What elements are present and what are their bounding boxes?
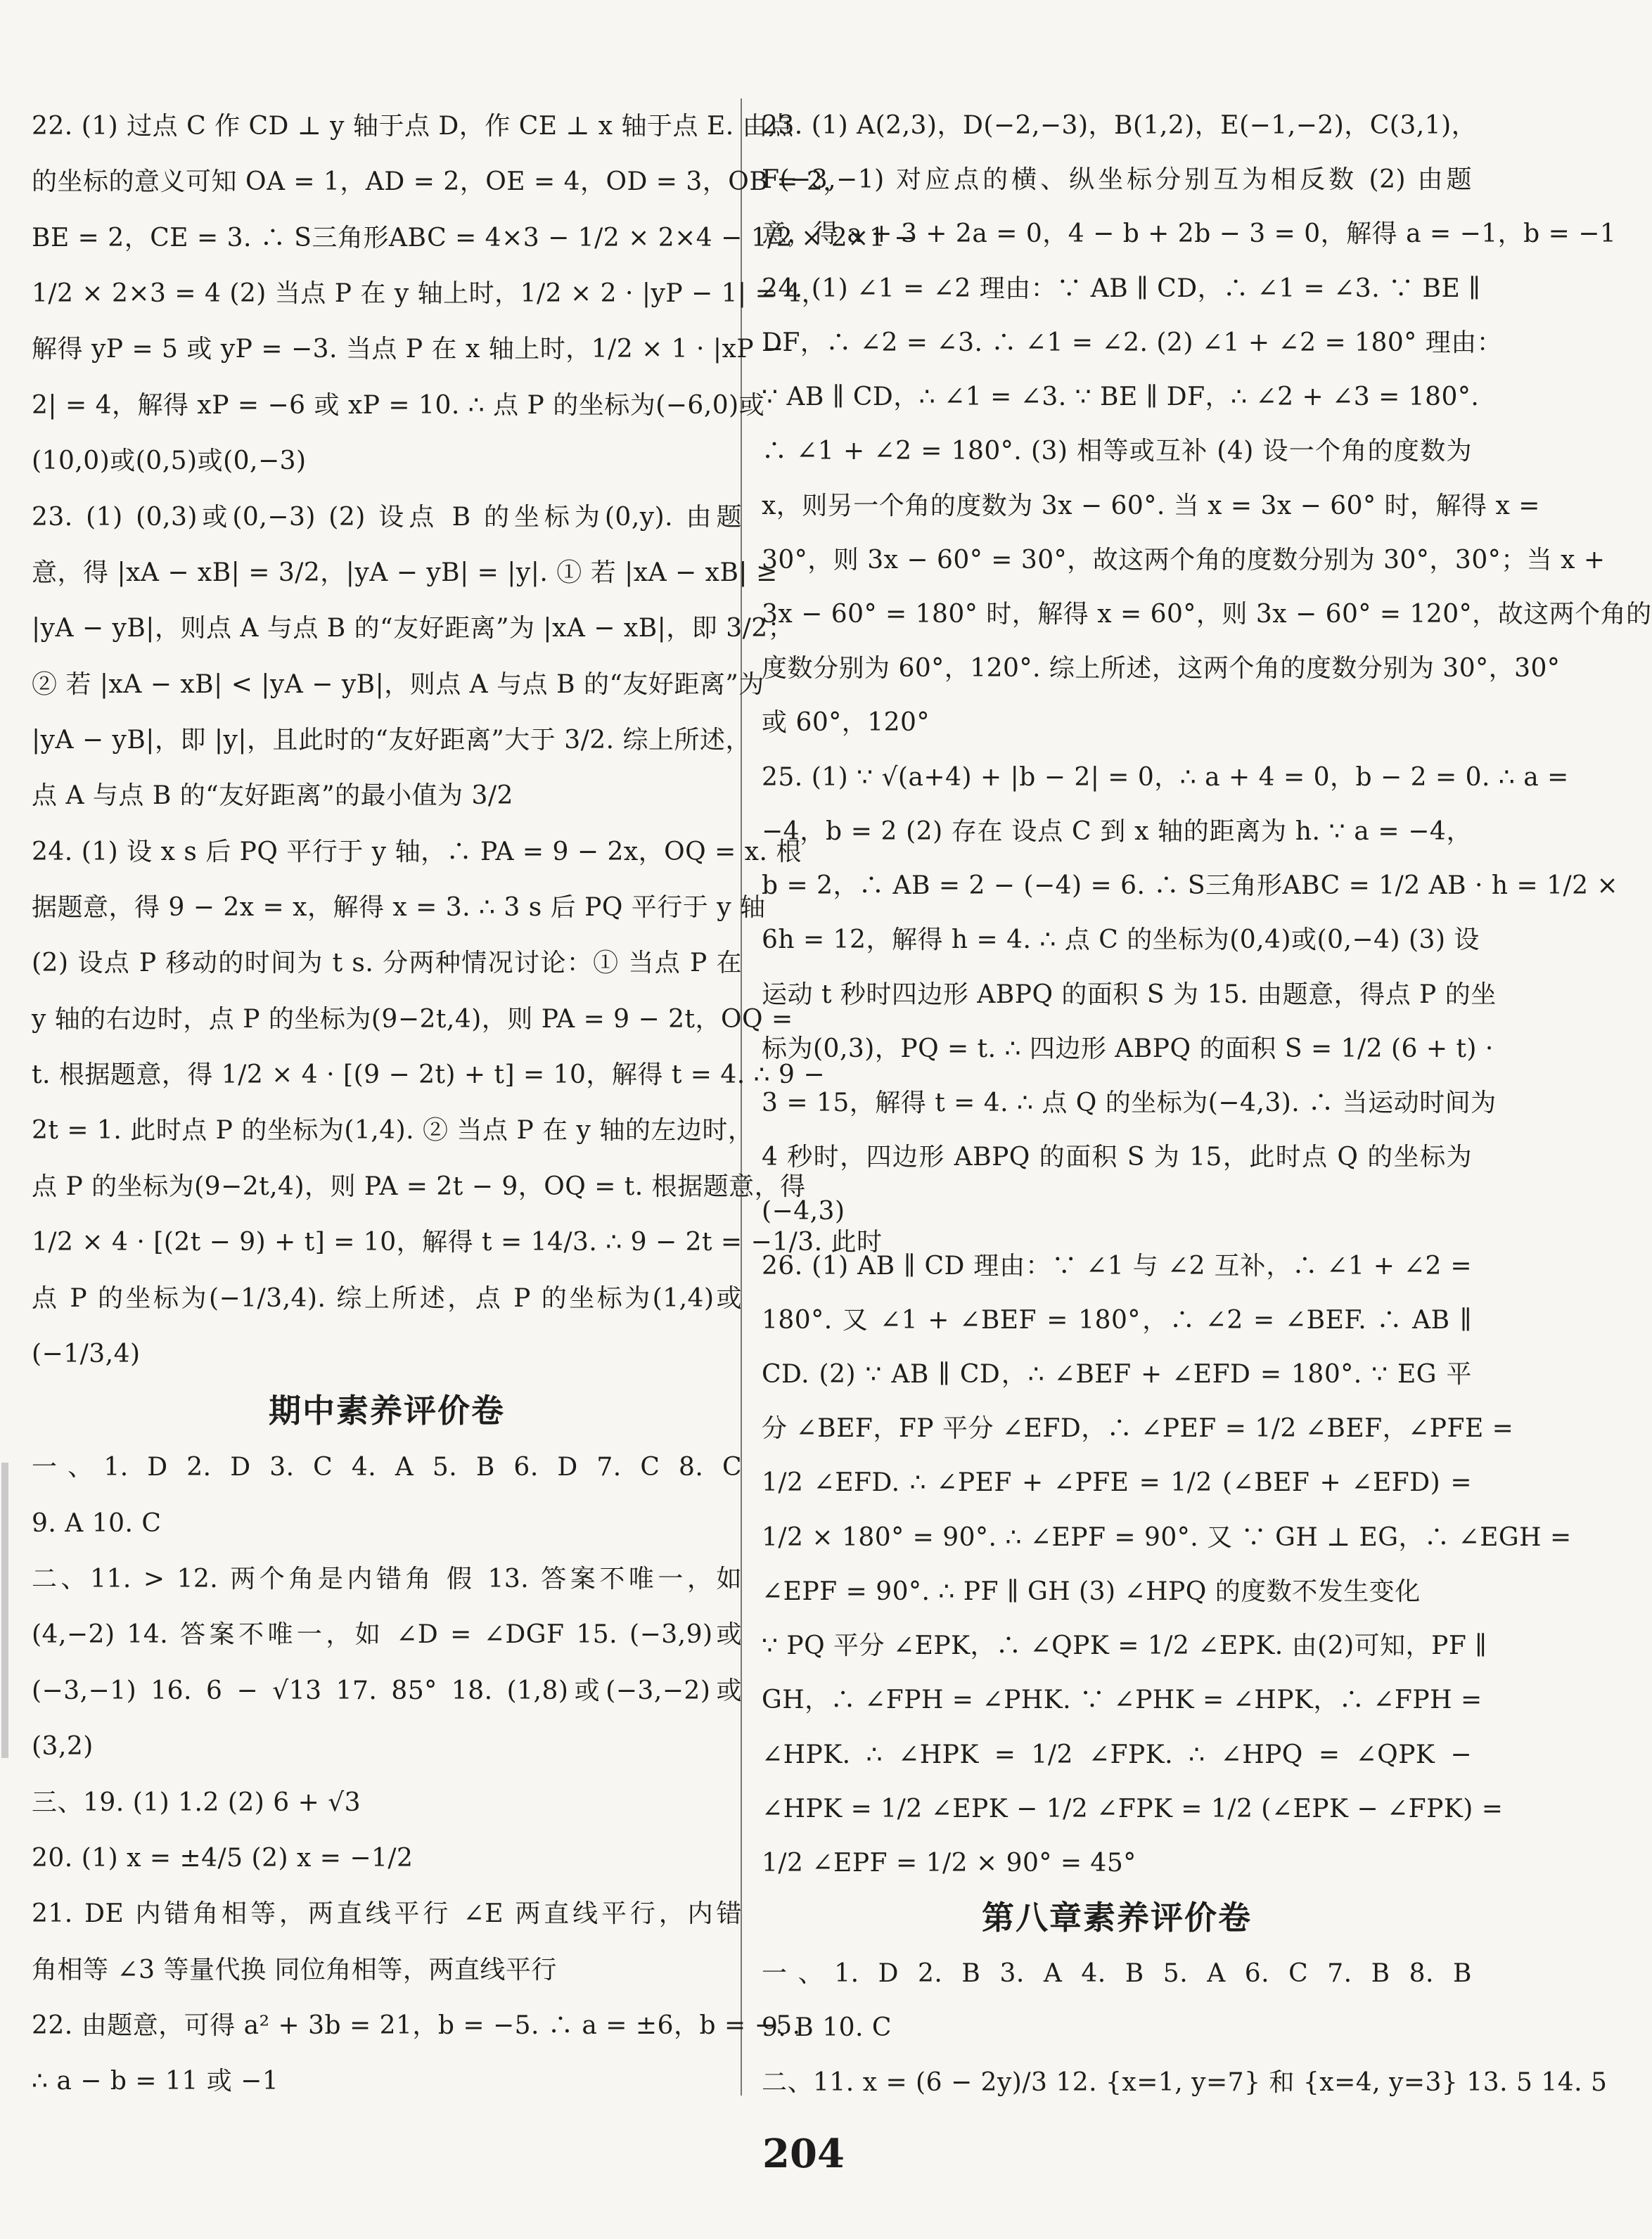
answer-line: ∵ PQ 平分 ∠EPK，∴ ∠QPK = 1/2 ∠EPK. 由(2)可知，PF ∥ bbox=[762, 1631, 1487, 1661]
answer-line: 1/2 × 2×3 = 4 (2) 当点 P 在 y 轴上时，1/2 × 2 · |yP − 1| = 4， bbox=[32, 279, 828, 309]
answer-line: ∠HPK = 1/2 ∠EPK − 1/2 ∠FPK = 1/2 (∠EPK − ∠FPK) = bbox=[762, 1794, 1504, 1823]
answer-line: 解得 yP = 5 或 yP = −3. 当点 P 在 x 轴上时，1/2 × 1 · |xP − bbox=[32, 335, 784, 364]
answer-line: (−1/3,4) bbox=[32, 1339, 141, 1368]
answer-line: 180°. 又 ∠1 + ∠BEF = 180°，∴ ∠2 = ∠BEF. ∴ AB ∥ bbox=[762, 1305, 1472, 1335]
answer-line: 1/2 × 4 · [(2t − 9) + t] = 10，解得 t = 14/3. ∴ 9 − 2t = −1/3. 此时 bbox=[32, 1228, 883, 1257]
answer-line: 22. 由题意，可得 a² + 3b = 21，b = −5. ∴ a = ±6，b = −5. bbox=[32, 2010, 801, 2040]
answer-line: 意，得 a + 3 + 2a = 0，4 − b + 2b − 3 = 0，解得 a = −1，b = −1 bbox=[762, 219, 1617, 249]
answer-line: 2t = 1. 此时点 P 的坐标为(1,4). ② 当点 P 在 y 轴的左边时， bbox=[32, 1116, 754, 1146]
answer-line: 二、11. x = (6 − 2y)/3 12. {x=1, y=7} 和 {x=4, y=3} 13. 5 14. 5 bbox=[762, 2067, 1608, 2097]
answer-line: (−3,−1) 16. 6 − √13 17. 85° 18. (1,8)或(−3,−2)或 bbox=[32, 1676, 743, 1705]
answer-line: |yA − yB|，则点 A 与点 B 的“友好距离”为 |xA − xB|，即 3/2； bbox=[32, 614, 794, 643]
answer-line: 22. (1) 过点 C 作 CD ⊥ y 轴于点 D，作 CE ⊥ x 轴于点 E. 由点 bbox=[32, 112, 794, 141]
answer-line: ∵ AB ∥ CD，∴ ∠1 = ∠3. ∵ BE ∥ DF，∴ ∠2 + ∠3 = 180°. bbox=[762, 383, 1480, 412]
answer-line: 4 秒时，四边形 ABPQ 的面积 S 为 15，此时点 Q 的坐标为 bbox=[762, 1143, 1472, 1172]
section-heading: 第八章素养评价卷 bbox=[982, 1899, 1252, 1937]
answer-line: 据题意，得 9 − 2x = x，解得 x = 3. ∴ 3 s 后 PQ 平行于 y 轴 bbox=[32, 893, 766, 923]
answer-line: 点 P 的坐标为(−1/3,4). 综上所述，点 P 的坐标为(1,4)或 bbox=[32, 1283, 742, 1313]
answer-line: 24. (1) 设 x s 后 PQ 平行于 y 轴，∴ PA = 9 − 2x，OQ = x. 根 bbox=[32, 837, 802, 866]
answer-line: 20. (1) x = ±4/5 (2) x = −1/2 bbox=[32, 1843, 414, 1873]
answer-line: −4，b = 2 (2) 存在 设点 C 到 x 轴的距离为 h. ∵ a = −4， bbox=[762, 816, 1472, 846]
answer-line: 9. B 10. C bbox=[762, 2013, 892, 2043]
answer-line: 2| = 4，解得 xP = −6 或 xP = 10. ∴ 点 P 的坐标为(−6,0)或 bbox=[32, 390, 765, 420]
answer-line: 分 ∠BEF，FP 平分 ∠EFD，∴ ∠PEF = 1/2 ∠BEF，∠PFE = bbox=[762, 1414, 1514, 1444]
answer-line: |yA − yB|，即 |y|，且此时的“友好距离”大于 3/2. 综上所述， bbox=[32, 725, 752, 755]
answer-line: 点 P 的坐标为(9−2t,4)，则 PA = 2t − 9，OQ = t. 根据题意，得 bbox=[32, 1172, 806, 1201]
answer-line: 意，得 |xA − xB| = 3/2，|yA − yB| = |y|. ① 若 |xA − xB| ≥ bbox=[32, 558, 778, 587]
right-column bbox=[762, 98, 1652, 2110]
answer-line: 9. A 10. C bbox=[32, 1508, 162, 1538]
answer-line: 25. (1) ∵ √(a+4) + |b − 2| = 0，∴ a + 4 = 0，b − 2 = 0. ∴ a = bbox=[762, 762, 1569, 792]
answer-line: b = 2，∴ AB = 2 − (−4) = 6. ∴ S三角形ABC = 1/2 AB · h = 1/2 × bbox=[762, 871, 1619, 901]
answer-line: ∴ a − b = 11 或 −1 bbox=[32, 2067, 279, 2096]
page-edge-mark bbox=[1, 1463, 8, 1758]
answer-line: t. 根据题意，得 1/2 × 4 · [(9 − 2t) + t] = 10，解得 t = 4. ∴ 9 − bbox=[32, 1060, 826, 1090]
answer-line: 3x − 60° = 180° 时，解得 x = 60°，则 3x − 60° = 120°，故这两个角的 bbox=[762, 599, 1652, 629]
answer-line: 1/2 ∠EPF = 1/2 × 90° = 45° bbox=[762, 1849, 1136, 1878]
answer-line: 或 60°，120° bbox=[762, 708, 930, 738]
answer-line: 点 A 与点 B 的“友好距离”的最小值为 3/2 bbox=[32, 781, 513, 811]
answer-line: ∠EPF = 90°. ∴ PF ∥ GH (3) ∠HPQ 的度数不发生变化 bbox=[762, 1577, 1421, 1606]
answer-line: 30°，则 3x − 60° = 30°，故这两个角的度数分别为 30°，30°；当 x + bbox=[762, 545, 1606, 575]
answer-line: 3 = 15，解得 t = 4. ∴ 点 Q 的坐标为(−4,3). ∴ 当运动时间为 bbox=[762, 1088, 1497, 1117]
answer-line: BE = 2，CE = 3. ∴ S三角形ABC = 4×3 − 1/2 × 2×4 − 1/2 × 2×1 − bbox=[32, 223, 916, 252]
answer-line: 1/2 ∠EFD. ∴ ∠PEF + ∠PFE = 1/2 (∠BEF + ∠EFD) = bbox=[762, 1468, 1472, 1498]
answer-line: F(−3,−1) 对应点的横、纵坐标分别互为相反数 (2) 由题 bbox=[762, 165, 1472, 195]
answer-line: (3,2) bbox=[32, 1732, 94, 1762]
answer-line: 26. (1) AB ∥ CD 理由：∵ ∠1 与 ∠2 互补，∴ ∠1 + ∠2 = bbox=[762, 1251, 1472, 1281]
answer-line: (10,0)或(0,5)或(0,−3) bbox=[32, 447, 307, 476]
answer-line: 标为(0,3)，PQ = t. ∴ 四边形 ABPQ 的面积 S = 1/2 (6 + t) · bbox=[762, 1034, 1494, 1063]
answer-line: 1/2 × 180° = 90°. ∴ ∠EPF = 90°. 又 ∵ GH ⊥ EG，∴ ∠EGH = bbox=[762, 1522, 1572, 1552]
answer-line: 一、1. D 2. D 3. C 4. A 5. B 6. D 7. C 8. C bbox=[32, 1453, 743, 1482]
answer-line: x，则另一个角的度数为 3x − 60°. 当 x = 3x − 60° 时，解得 x = bbox=[762, 491, 1540, 520]
answer-line: 一、1. D 2. B 3. A 4. B 5. A 6. C 7. B 8. B bbox=[762, 1959, 1473, 1989]
answer-line: CD. (2) ∵ AB ∥ CD，∴ ∠BEF + ∠EFD = 180°. ∵ EG 平 bbox=[762, 1360, 1472, 1390]
page-number: 204 bbox=[762, 2131, 845, 2177]
answer-line: (−4,3) bbox=[762, 1197, 845, 1226]
answer-line: 23. (1) A(2,3)，D(−2,−3)，B(1,2)，E(−1,−2)，C(3,1)， bbox=[762, 111, 1478, 140]
answer-line: 6h = 12，解得 h = 4. ∴ 点 C 的坐标为(0,4)或(0,−4) (3) 设 bbox=[762, 925, 1480, 955]
answer-line: 21. DE 内错角相等，两直线平行 ∠E 两直线平行，内错 bbox=[32, 1899, 742, 1929]
answer-line: 的坐标的意义可知 OA = 1，AD = 2，OE = 4，OD = 3，OB = 2， bbox=[32, 167, 849, 197]
answer-line: 度数分别为 60°，120°. 综上所述，这两个角的度数分别为 30°，30° bbox=[762, 654, 1561, 684]
answer-line: 二、11. > 12. 两个角是内错角 假 13. 答案不唯一，如 bbox=[32, 1565, 742, 1594]
answer-line: ② 若 |xA − xB| < |yA − yB|，则点 A 与点 B 的“友好距离”为 bbox=[32, 669, 764, 699]
answer-line: DF，∴ ∠2 = ∠3. ∴ ∠1 = ∠2. (2) ∠1 + ∠2 = 180° 理由： bbox=[762, 328, 1503, 357]
answer-line: ∠HPK. ∴ ∠HPK = 1/2 ∠FPK. ∴ ∠HPQ = ∠QPK − bbox=[762, 1740, 1472, 1769]
answer-line: 24. (1) ∠1 = ∠2 理由：∵ AB ∥ CD，∴ ∠1 = ∠3. ∵ BE ∥ bbox=[762, 274, 1481, 303]
answer-line: ∴ ∠1 + ∠2 = 180°. (3) 相等或互补 (4) 设一个角的度数为 bbox=[762, 437, 1472, 466]
answer-line: (4,−2) 14. 答案不唯一，如 ∠D = ∠DGF 15. (−3,9)或 bbox=[32, 1620, 742, 1650]
answer-line: (2) 设点 P 移动的时间为 t s. 分两种情况讨论：① 当点 P 在 bbox=[32, 949, 742, 978]
answer-line: 23. (1) (0,3)或(0,−3) (2) 设点 B 的坐标为(0,y). 由题 bbox=[32, 502, 742, 532]
section-heading: 期中素养评价卷 bbox=[269, 1392, 505, 1430]
answer-line: 角相等 ∠3 等量代换 同位角相等，两直线平行 bbox=[32, 1955, 557, 1984]
answer-line: y 轴的右边时，点 P 的坐标为(9−2t,4)，则 PA = 9 − 2t，OQ = bbox=[32, 1004, 793, 1034]
answer-line: 三、19. (1) 1.2 (2) 6 + √3 bbox=[32, 1788, 361, 1817]
answer-line: GH，∴ ∠FPH = ∠PHK. ∵ ∠PHK = ∠HPK，∴ ∠FPH = bbox=[762, 1686, 1483, 1715]
answer-line: 运动 t 秒时四边形 ABPQ 的面积 S 为 15. 由题意，得点 P 的坐 bbox=[762, 980, 1497, 1009]
